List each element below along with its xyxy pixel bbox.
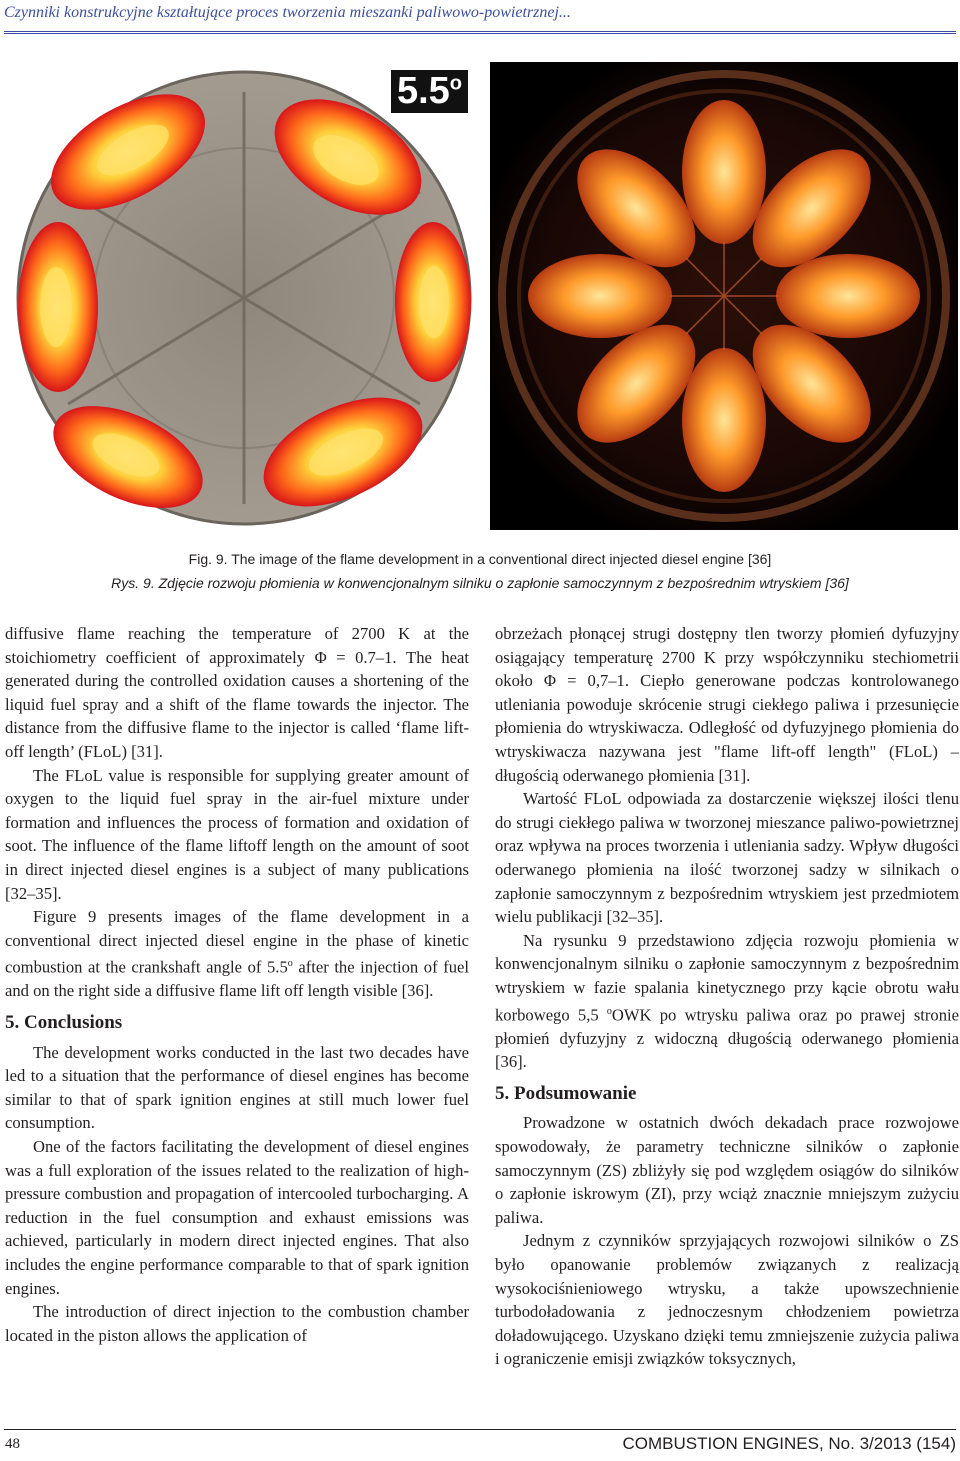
paragraph: Na rysunku 9 przedstawiono zdjęcia rozwoju płomienia w konwencjonalnym silniku o zapłonie samoczynnym z bezpośrednim wtryskiem w fazie spalania kinetycznego przy kącie obrotu wału korbowego 5,5 $^o$OWK po wtrysku paliwa oraz po prawej stronie płomień dyfuzyjny z widoczną długością oderwanego płomienia [36].: [495, 930, 959, 1072]
paragraph: Jednym z czynników sprzyjających rozwojowi silników o ZS było opanowanie problemów związanych z realizacją wysokociśnieniowego wtrysku, a także upowszechnienie turbodoładowania z jednoczesnym chłodzeniem powietrza doładowującego. Uzyskano dzięki temu zmniejszenie zużycia paliwa i ograniczenie emisji związków toksycznych,: [495, 1231, 959, 1369]
crank-angle-label: 5.5$^o$: [391, 70, 468, 113]
flame-image-diffusive-svg: [490, 62, 958, 530]
paragraph: Figure 9 presents images of the flame development in a conventional direct injected diesel engine in the phase of kinetic combustion at the crankshaft angle of 5.5$^o$ after the injection of fuel and on the right side a diffusive flame lift off length visible [36].: [5, 907, 469, 1001]
figure-caption-en: Fig. 9. The image of the flame development in a conventional direct injected diesel engine [36]: [188, 551, 772, 567]
english-column: [5, 622, 469, 1347]
header-rule: [4, 31, 956, 34]
flame-image-kinetic: [8, 62, 480, 530]
paragraph: Wartość FLoL odpowiada za dostarczenie większej ilości tlenu do strugi ciekłego paliwa w tworzonej mieszance paliwo-powietrznej oraz wpływa na proces tworzenia i utleniania sadzy. Wpływ długości oderwanego płomienia na ilość tworzonej sadzy w silnikach o zapłonie samoczynnym z bezpośrednim wtryskiem jest przedmiotem wielu publikacji [32–35].: [495, 789, 959, 927]
paragraph: The introduction of direct injection to the combustion chamber located in the piston allows the application of: [5, 1302, 469, 1345]
flame-image-kinetic-svg: [8, 62, 480, 530]
footer-rule: [4, 1429, 956, 1430]
paragraph: Prowadzone w ostatnich dwóch dekadach prace rozwojowe spowodowały, że parametry techniczne silników o zapłonie samoczynnym (ZS) zbliżyły się pod względem osiągów do silników o zapłonie iskrowym (ZI), przy wciąż znacznie mniejszym zużyciu paliwa.: [495, 1113, 959, 1227]
paragraph: diffusive flame reaching the temperature of 2700 K at the stoichiometry coefficient of approximately Φ = 0.7–1. The heat generated during the controlled oxidation causes a shortening of the liquid fuel spray and a shift of the flame towards the injector. The distance from the diffusive flame to the injector is called ‘flame lift-off length’ (FLoL) [31].: [5, 624, 469, 761]
paragraph: The development works conducted in the last two decades have led to a situation that the performance of diesel engines has become similar to that of spark ignition engines at still much lower fuel consumption.: [5, 1042, 469, 1133]
running-title: Czynniki konstrukcyjne kształtujące proces tworzenia mieszanki paliwowo-powietrznej...: [4, 4, 571, 21]
flame-image-diffusive: [490, 62, 958, 530]
page-number: 48: [5, 1436, 20, 1452]
paragraph: The FLoL value is responsible for supplying greater amount of oxygen to the liquid fuel spray in the air-fuel mixture under formation and influences the process of formation and oxidation of soot. The influence of the flame liftoff length on the amount of soot in direct injected diesel engines is a subject of many publications [32–35].: [5, 765, 469, 903]
paragraph: obrzeżach płonącej strugi dostępny tlen tworzy płomień dyfuzyjny osiągający temperaturę 2700 K przy współczynniku stechiometrii około Φ = 0,7–1. Ciepło generowane podczas kontrolowanego utleniania powoduje skrócenie strugi ciekłego paliwa i przesunięcie płomienia do wtryskiwacza. Odległość od dyfuzyjnego płomienia do wtryskiwacza nazywana jest "flame lift-off length" (FLoL) – długością oderwanego płomienia [31].: [495, 624, 959, 785]
polish-column: [495, 622, 959, 1371]
journal-title: COMBUSTION ENGINES, No. 3/2013 (154): [622, 1434, 956, 1453]
section-heading: 5. Podsumowanie: [495, 1082, 637, 1104]
section-heading: 5. Conclusions: [5, 1012, 123, 1034]
figure-caption-pl: Rys. 9. Zdjęcie rozwoju płomienia w konwencjonalnym silniku o zapłonie samoczynnym z bezpośrednim wtryskiem [36]: [111, 575, 849, 591]
paragraph: One of the factors facilitating the development of diesel engines was a full exploration of the issues related to the realization of high-pressure combustion and propagation of intercooled turbocharging. A reduction in the fuel consumption and exhaust emissions was achieved, particularly in modern direct injected engines. That also includes the engine performance comparable to that of spark ignition engines.: [5, 1137, 469, 1298]
